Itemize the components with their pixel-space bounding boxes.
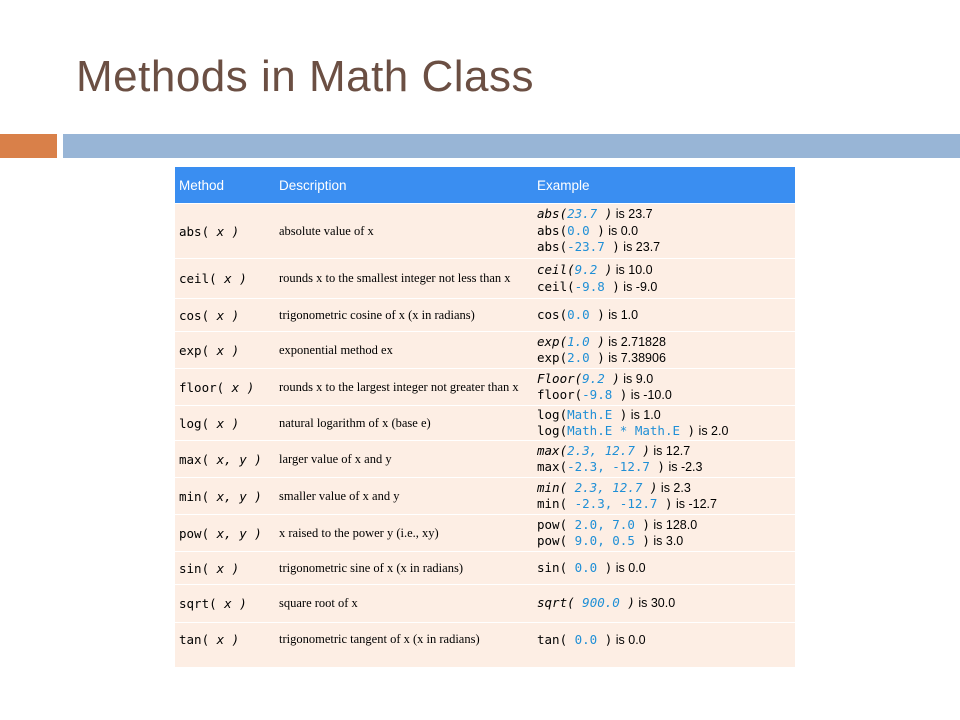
example-close-paren: ) <box>619 595 635 611</box>
method-cell <box>175 204 275 259</box>
math-methods-table <box>175 167 795 657</box>
table-row <box>175 515 795 552</box>
example-result: is 0.0 <box>612 560 646 575</box>
example-close-paren: ) <box>604 370 620 386</box>
example-function: tan( <box>537 631 568 647</box>
example-cell <box>533 623 795 657</box>
description-cell: larger value of x and y <box>275 441 533 478</box>
example-function: cos( <box>537 306 568 322</box>
example-function: log( <box>537 406 568 422</box>
example-result: is 12.7 <box>649 443 691 458</box>
example-close-paren: ) <box>634 516 650 532</box>
method-params: x ) <box>216 271 247 286</box>
method-params: x ) <box>209 560 240 576</box>
example-close-paren: ) <box>642 479 658 495</box>
example-argument: 1.0 <box>567 333 590 349</box>
example-line <box>537 407 791 424</box>
example-line <box>537 459 791 476</box>
example-close-paren: ) <box>597 262 613 277</box>
example-function: abs( <box>537 206 568 222</box>
example-function: abs( <box>537 239 568 255</box>
description-cell: rounds x to the smallest integer not less than x <box>275 259 533 299</box>
description-cell: x raised to the power y (i.e., xy) <box>275 515 533 552</box>
table-row <box>175 369 795 406</box>
example-cell <box>533 259 795 299</box>
example-result: is 2.0 <box>695 424 729 438</box>
example-function: min( <box>537 479 568 495</box>
example-argument: -2.3, -12.7 <box>567 496 658 511</box>
method-params: x ) <box>216 596 247 611</box>
example-argument: 23.7 <box>567 206 598 222</box>
example-line <box>537 533 791 550</box>
method-cell <box>175 623 275 657</box>
example-cell <box>533 515 795 552</box>
method-name: ceil( <box>179 271 217 286</box>
method-cell <box>175 478 275 515</box>
example-result: is 2.71828 <box>604 334 666 349</box>
example-close-paren: ) <box>597 206 613 222</box>
example-result: is 10.0 <box>612 263 653 277</box>
example-argument: 2.3, 12.7 <box>567 442 635 458</box>
example-close-paren: ) <box>589 306 605 322</box>
math-methods-table-container <box>175 167 795 667</box>
example-argument: Math.E <box>567 406 613 422</box>
example-close-paren: ) <box>657 496 673 511</box>
example-argument: 900.0 <box>574 595 620 611</box>
method-name: min( <box>179 488 210 504</box>
example-result: is 23.7 <box>619 240 661 255</box>
example-result: is 7.38906 <box>604 351 666 365</box>
header-method: Method <box>175 167 275 204</box>
method-name: pow( <box>179 525 210 541</box>
example-cell <box>533 204 795 259</box>
table-row <box>175 204 795 259</box>
accent-bar-blue <box>63 134 960 158</box>
method-params: x, y ) <box>209 488 262 504</box>
example-result: is 2.3 <box>657 480 691 495</box>
example-function: max( <box>537 459 568 474</box>
example-function: exp( <box>537 350 568 365</box>
method-cell <box>175 332 275 369</box>
description-cell: square root of x <box>275 585 533 623</box>
example-cell <box>533 406 795 441</box>
example-cell <box>533 332 795 369</box>
example-result: is 23.7 <box>612 207 653 222</box>
example-line <box>537 387 791 404</box>
example-function: log( <box>537 423 568 438</box>
table-row <box>175 406 795 441</box>
example-result: is -9.0 <box>619 279 658 294</box>
table-row <box>175 332 795 369</box>
method-params: x ) <box>209 632 240 648</box>
method-name: sqrt( <box>179 596 217 611</box>
example-close-paren: ) <box>680 423 696 438</box>
example-close-paren: ) <box>612 406 628 422</box>
example-line <box>537 206 791 223</box>
example-line <box>537 423 791 440</box>
description-cell: trigonometric sine of x (x in radians) <box>275 552 533 585</box>
example-close-paren: ) <box>612 387 628 402</box>
example-close-paren: ) <box>597 631 613 647</box>
method-cell <box>175 441 275 478</box>
example-cell <box>533 441 795 478</box>
method-cell <box>175 585 275 623</box>
example-function: max( <box>537 442 568 458</box>
example-close-paren: ) <box>634 442 650 458</box>
table-row <box>175 585 795 623</box>
example-argument: 2.0, 7.0 <box>567 516 635 532</box>
example-close-paren: ) <box>597 559 613 575</box>
method-params: x ) <box>209 307 240 323</box>
method-cell <box>175 406 275 441</box>
example-result: is 0.0 <box>604 223 639 238</box>
example-line <box>537 223 791 240</box>
example-argument: -2.3, -12.7 <box>567 459 650 474</box>
example-close-paren: ) <box>604 239 620 255</box>
example-argument: -9.8 <box>574 278 605 294</box>
example-result: is 3.0 <box>649 534 684 548</box>
example-line <box>537 595 791 612</box>
example-close-paren: ) <box>589 350 605 365</box>
method-name: abs( <box>179 223 210 239</box>
example-argument: -23.7 <box>567 239 605 255</box>
example-line <box>537 239 791 256</box>
example-close-paren: ) <box>604 278 620 294</box>
example-close-paren: ) <box>634 533 650 548</box>
method-cell <box>175 369 275 406</box>
example-argument: 2.3, 12.7 <box>567 479 643 495</box>
method-params: x ) <box>209 342 240 358</box>
description-cell: trigonometric cosine of x (x in radians) <box>275 299 533 332</box>
method-name: tan( <box>179 632 210 648</box>
header-description: Description <box>275 167 533 204</box>
method-params: x ) <box>224 379 255 395</box>
table-row <box>175 552 795 585</box>
example-result: is 30.0 <box>634 596 676 611</box>
example-result: is 9.0 <box>619 371 654 386</box>
description-cell: exponential method ex <box>275 332 533 369</box>
example-line <box>537 443 791 460</box>
example-argument: -9.8 <box>582 387 613 402</box>
example-line <box>537 496 791 513</box>
example-function: abs( <box>537 222 568 238</box>
accent-bar-orange <box>0 134 57 158</box>
table-row <box>175 441 795 478</box>
slide-title: Methods in Math Class <box>76 52 535 101</box>
table-body <box>175 204 795 657</box>
description-cell: smaller value of x and y <box>275 478 533 515</box>
example-function: sqrt( <box>537 595 575 611</box>
method-name: sin( <box>179 560 210 576</box>
example-result: is -12.7 <box>672 497 717 511</box>
example-cell <box>533 552 795 585</box>
example-cell <box>533 369 795 406</box>
example-function: exp( <box>537 333 568 349</box>
example-close-paren: ) <box>589 222 605 238</box>
description-cell: trigonometric tangent of x (x in radians) <box>275 623 533 657</box>
method-name: log( <box>179 415 210 431</box>
example-close-paren: ) <box>649 459 665 474</box>
example-line <box>537 262 791 279</box>
example-result: is -2.3 <box>664 460 703 474</box>
table-row <box>175 259 795 299</box>
table-row <box>175 299 795 332</box>
method-name: exp( <box>179 342 210 358</box>
method-cell <box>175 552 275 585</box>
example-result: is 128.0 <box>649 517 698 532</box>
table-row <box>175 623 795 657</box>
example-line <box>537 480 791 497</box>
method-name: max( <box>179 451 210 467</box>
example-argument: 9.0, 0.5 <box>567 533 635 548</box>
example-result: is 1.0 <box>604 307 639 322</box>
example-close-paren: ) <box>589 333 605 349</box>
method-cell <box>175 299 275 332</box>
header-example: Example <box>533 167 795 204</box>
table-row <box>175 478 795 515</box>
example-line <box>537 279 791 296</box>
example-function: pow( <box>537 516 568 532</box>
example-result: is 1.0 <box>627 407 661 422</box>
method-params: x, y ) <box>209 451 262 467</box>
example-line <box>537 334 791 351</box>
example-function: sin( <box>537 559 568 575</box>
example-line <box>537 560 791 577</box>
example-argument: 9.2 <box>574 262 598 277</box>
example-cell <box>533 478 795 515</box>
method-params: x ) <box>209 223 240 239</box>
example-line <box>537 632 791 649</box>
example-line <box>537 371 791 388</box>
description-cell: rounds x to the largest integer not greater than x <box>275 369 533 406</box>
method-name: cos( <box>179 307 210 323</box>
example-function: ceil( <box>537 278 575 294</box>
method-params: x, y ) <box>209 525 262 541</box>
example-function: Floor( <box>537 370 583 386</box>
example-result: is -10.0 <box>627 388 672 402</box>
example-cell <box>533 299 795 332</box>
example-function: min( <box>537 496 568 511</box>
example-line <box>537 307 791 324</box>
example-argument: 9.2 <box>582 370 605 386</box>
method-cell <box>175 259 275 299</box>
description-cell: absolute value of x <box>275 204 533 259</box>
example-argument: Math.E * Math.E <box>567 423 680 438</box>
example-function: floor( <box>537 387 583 402</box>
example-argument: 0.0 <box>567 306 590 322</box>
method-cell <box>175 515 275 552</box>
example-line <box>537 350 791 367</box>
description-cell: natural logarithm of x (base e) <box>275 406 533 441</box>
example-result: is 0.0 <box>612 632 646 647</box>
example-line <box>537 517 791 534</box>
table-header-row <box>175 167 795 204</box>
example-argument: 0.0 <box>567 222 590 238</box>
example-argument: 0.0 <box>567 559 598 575</box>
example-cell <box>533 585 795 623</box>
example-function: pow( <box>537 533 568 548</box>
method-name: floor( <box>179 379 225 395</box>
example-argument: 2.0 <box>567 350 590 365</box>
example-function: ceil( <box>537 262 575 277</box>
example-argument: 0.0 <box>567 631 598 647</box>
method-params: x ) <box>209 415 240 431</box>
